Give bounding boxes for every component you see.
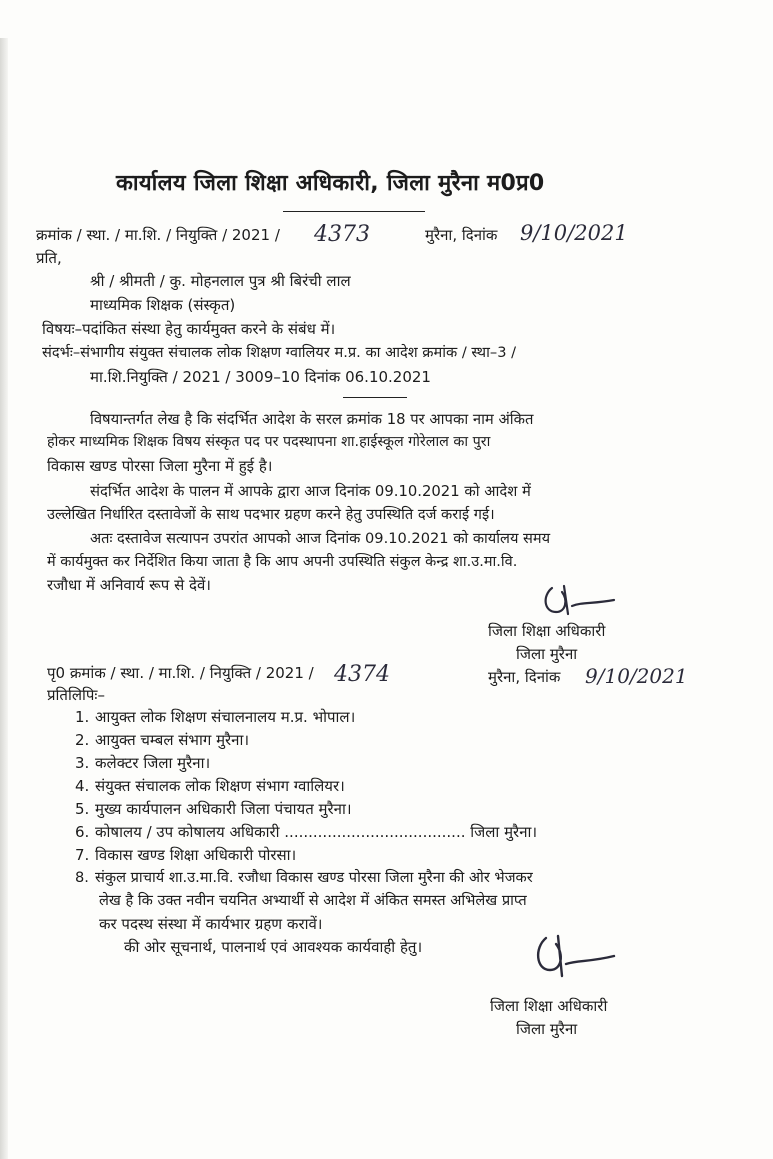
order-place-date-label: मुरैना, दिनांक <box>425 226 498 244</box>
signature1-date-label: मुरैना, दिनांक <box>488 668 561 686</box>
subject-line: विषयः–पदांकित संस्था हेतु कार्यमुक्त करने के संबंध में। <box>42 320 336 338</box>
para2-line2: उल्लेखित निर्धारित दस्तावेजों के साथ पदभार ग्रहण करने हेतु उपस्थिति दर्ज कराई गई। <box>47 506 495 523</box>
cc-item-5-num: 5. <box>75 800 90 818</box>
order-reference-number: 4373 <box>314 222 370 247</box>
para1-line2: होकर माध्यमिक शिक्षक विषय संस्कृत पद पर पदस्थापना शा.हाईस्कूल गोरेलाल का पुरा <box>47 434 491 450</box>
order-date: 9/10/2021 <box>520 221 628 245</box>
signature2-designation: जिला शिक्षा अधिकारी <box>490 997 608 1015</box>
cc-item-1 <box>75 708 355 727</box>
copy-reference-prefix: पृ0 क्रमांक / स्था. / मा.शि. / नियुक्ति / 2021 / <box>47 664 314 682</box>
officer-signature-2 <box>528 930 618 990</box>
para1-line3: विकास खण्ड पोरसा जिला मुरैना में हुई है। <box>47 457 273 475</box>
para1-line1: विषयान्तर्गत लेख है कि संदर्भित आदेश के सरल क्रमांक 18 पर आपका नाम अंकित <box>90 411 534 428</box>
copy-reference-number: 4374 <box>334 662 390 687</box>
cc-item-5 <box>75 800 352 819</box>
cc-item-3 <box>75 754 210 773</box>
cc-item-4-text: संयुक्त संचालक लोक शिक्षण संभाग ग्वालियर। <box>95 777 345 795</box>
prati-label: प्रति, <box>36 249 62 267</box>
cc-item-6 <box>75 823 537 842</box>
cc-item-3-num: 3. <box>75 754 90 772</box>
officer-signature-1 <box>538 582 618 622</box>
para2-line1: संदर्भित आदेश के पालन में आपके द्वारा आज दिनांक 09.10.2021 को आदेश में <box>90 483 531 500</box>
title-underline <box>283 211 425 212</box>
cc-item-5-text: मुख्य कार्यपालन अधिकारी जिला पंचायत मुरैना। <box>95 800 352 818</box>
cc-item-7-text: विकास खण्ड शिक्षा अधिकारी पोरसा। <box>95 846 297 864</box>
cc-item-8-cont-2: कर पदस्थ संस्था में कार्यभार ग्रहण करावें। <box>99 915 323 933</box>
cc-item-3-text: कलेक्टर जिला मुरैना। <box>95 754 211 772</box>
signature2-district: जिला मुरैना <box>516 1020 578 1038</box>
cc-item-1-num: 1. <box>75 708 90 726</box>
cc-item-2 <box>75 731 249 750</box>
cc-item-7 <box>75 846 296 865</box>
para3-line2: में कार्यमुक्त कर निर्देशित किया जाता है कि आप अपनी उपस्थिति संकुल केन्द्र शा.उ.मा.वि. <box>47 554 518 570</box>
cc-item-6-num: 6. <box>75 823 90 841</box>
signature1-date: 9/10/2021 <box>585 664 688 688</box>
cc-item-6-text: कोषालय / उप कोषालय अधिकारी ...................................... जिला मुरैना। <box>95 823 538 841</box>
reference-line-2: मा.शि.नियुक्ति / 2021 / 3009–10 दिनांक 06.10.2021 <box>90 368 431 386</box>
cc-item-2-text: आयुक्त चम्बल संभाग मुरैना। <box>95 731 250 749</box>
cc-item-8-num: 8. <box>75 869 89 886</box>
office-title: कार्यालय जिला शिक्षा अधिकारी, जिला मुरैना म0प्र0 <box>116 171 545 196</box>
recipient-name: श्री / श्रीमती / कु. मोहनलाल पुत्र श्री बिरंची लाल <box>90 272 351 290</box>
para3-line3: रजौधा में अनिवार्य रूप से देवें। <box>47 576 211 594</box>
copy-label: प्रतिलिपिः– <box>47 686 105 704</box>
signature1-designation: जिला शिक्षा अधिकारी <box>488 622 606 640</box>
reference-underline <box>343 397 407 398</box>
recipient-designation: माध्यमिक शिक्षक (संस्कृत) <box>90 296 236 314</box>
reference-line-1: संदर्भः–संभागीय संयुक्त संचालक लोक शिक्षण ग्वालियर म.प्र. का आदेश क्रमांक / स्था–3 / <box>42 344 517 361</box>
cc-item-8-text: संकुल प्राचार्य शा.उ.मा.वि. रजौधा विकास खण्ड पोरसा जिला मुरैना की ओर भेजकर <box>95 869 533 886</box>
cc-item-2-num: 2. <box>75 731 90 749</box>
cc-item-8-cont-1: लेख है कि उक्त नवीन चयनित अभ्यार्थी से आदेश में अंकित समस्त अभिलेख प्राप्त <box>99 892 527 909</box>
cc-item-8 <box>75 869 533 887</box>
cc-item-1-text: आयुक्त लोक शिक्षण संचालनालय म.प्र. भोपाल। <box>95 708 356 726</box>
order-reference-prefix: क्रमांक / स्था. / मा.शि. / नियुक्ति / 2021 / <box>36 226 280 244</box>
copy-closing: की ओर सूचनार्थ, पालनार्थ एवं आवश्यक कार्यवाही हेतु। <box>124 938 423 956</box>
signature1-district: जिला मुरैना <box>516 645 578 663</box>
cc-item-4 <box>75 777 345 796</box>
cc-item-7-num: 7. <box>75 846 90 864</box>
cc-item-4-num: 4. <box>75 777 90 795</box>
para3-line1: अतः दस्तावेज सत्यापन उपरांत आपको आज दिनांक 09.10.2021 को कार्यालय समय <box>90 530 551 547</box>
